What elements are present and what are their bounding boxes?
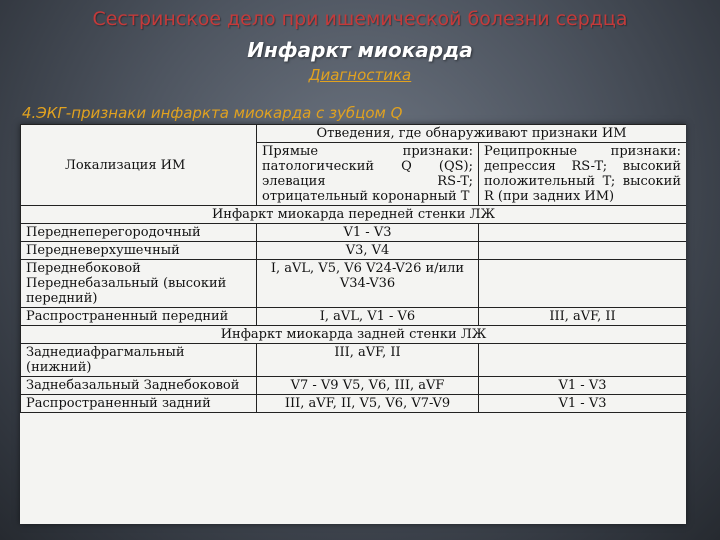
cell-localization: Переднеперегородочный — [21, 224, 257, 242]
cell-reciprocal — [479, 224, 687, 242]
group-title-anterior: Инфаркт миокарда передней стенки ЛЖ — [21, 206, 687, 224]
ecg-signs-table — [20, 124, 686, 413]
cell-direct: V3, V4 — [257, 242, 479, 260]
cell-localization: Заднебазальный Заднебоковой — [21, 377, 257, 395]
group-title-posterior: Инфаркт миокарда задней стенки ЛЖ — [21, 326, 687, 344]
cell-direct: I, aVL, V5, V6 V24-V26 и/или V34-V36 — [257, 260, 479, 308]
cell-localization: Распространенный передний — [21, 308, 257, 326]
cell-reciprocal: V1 - V3 — [479, 395, 687, 413]
cell-direct: V1 - V3 — [257, 224, 479, 242]
cell-localization: Переднебоковой Переднебазальный (высокий передний) — [21, 260, 257, 308]
table-row — [21, 395, 687, 413]
slide-subtitle: Инфаркт миокарда — [247, 38, 473, 62]
header-reciprocal-signs: Реципрокные признаки: депрессия RS-T; высокий положительный T; высокий R (при задних ИМ) — [479, 143, 687, 206]
slide-section[interactable]: Диагностика — [308, 66, 412, 84]
cell-reciprocal — [479, 242, 687, 260]
table-row — [21, 242, 687, 260]
table-row — [21, 308, 687, 326]
slide-heading: 4.ЭКГ-признаки инфаркта миокарда с зубцом Q — [22, 104, 403, 122]
cell-reciprocal — [479, 260, 687, 308]
header-direct-signs: Прямые признаки: патологический Q (QS); элевация RS-T; отрицательный коронарный T — [257, 143, 479, 206]
cell-direct: III, aVF, II — [257, 344, 479, 377]
cell-direct: I, aVL, V1 - V6 — [257, 308, 479, 326]
table-row — [21, 344, 687, 377]
cell-reciprocal — [479, 344, 687, 377]
group-title-row — [21, 206, 687, 224]
cell-localization: Заднедиафрагмальный (нижний) — [21, 344, 257, 377]
cell-reciprocal: V1 - V3 — [479, 377, 687, 395]
cell-localization: Распространенный задний — [21, 395, 257, 413]
table-header-row — [21, 125, 687, 143]
slide-title: Сестринское дело при ишемической болезни сердца — [92, 8, 628, 30]
cell-localization: Передневерхушечный — [21, 242, 257, 260]
header-localization: Локализация ИМ — [21, 125, 257, 206]
table-row — [21, 224, 687, 242]
cell-reciprocal: III, aVF, II — [479, 308, 687, 326]
table-row — [21, 377, 687, 395]
table-row — [21, 260, 687, 308]
group-title-row — [21, 326, 687, 344]
ecg-table-container — [20, 124, 686, 524]
cell-direct: III, aVF, II, V5, V6, V7-V9 — [257, 395, 479, 413]
cell-direct: V7 - V9 V5, V6, III, aVF — [257, 377, 479, 395]
header-leads: Отведения, где обнаруживают признаки ИМ — [257, 125, 687, 143]
